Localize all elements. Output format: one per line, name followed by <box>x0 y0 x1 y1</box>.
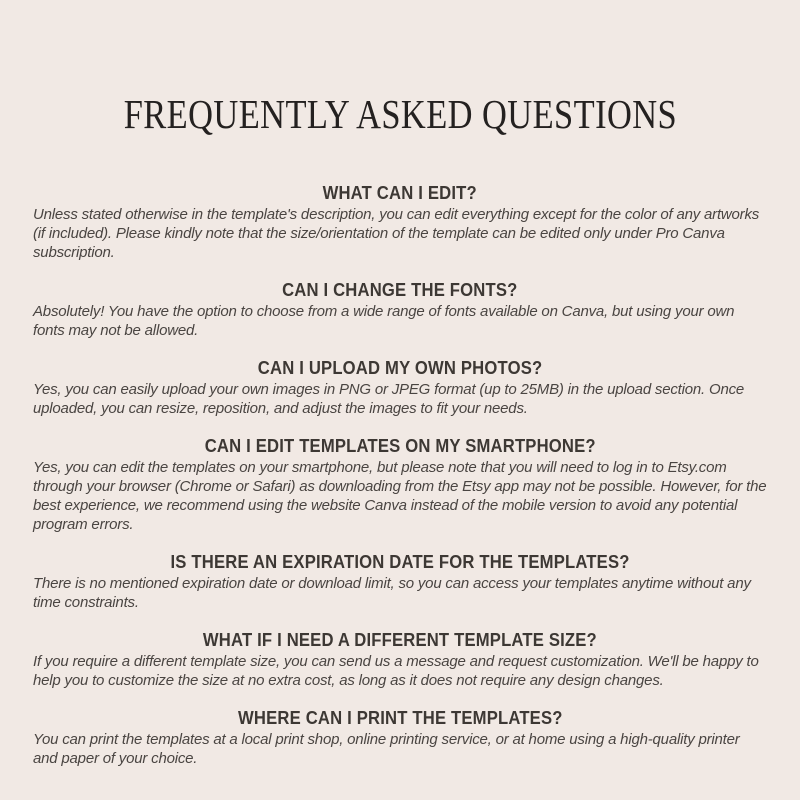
faq-question <box>33 629 767 650</box>
faq-item <box>33 279 767 340</box>
faq-answer: There is no mentioned expiration date or download limit, so you can access your templates anytime without any time constraints. <box>33 575 751 611</box>
faq-question-text: WHAT IF I NEED A DIFFERENT TEMPLATE SIZE? <box>202 629 598 650</box>
faq-answer: Yes, you can easily upload your own images in PNG or JPEG format (up to 25MB) in the upload section. Once uploaded, you can resize, reposition, and adjust the images to fit your needs. <box>33 381 745 417</box>
faq-item <box>33 551 767 612</box>
faq-question <box>33 357 767 378</box>
faq-answer: Unless stated otherwise in the template's description, you can edit everything except for the color of any artworks (if included). Please kindly note that the size/orientation of the template can be edited only under Pro Canva subscription. <box>33 206 760 261</box>
faq-item <box>33 357 767 418</box>
faq-question <box>33 279 767 300</box>
faq-question-text: WHAT CAN I EDIT? <box>322 182 478 203</box>
faq-list <box>0 182 800 768</box>
faq-question-text: CAN I EDIT TEMPLATES ON MY SMARTPHONE? <box>204 435 596 456</box>
faq-question <box>33 551 767 572</box>
faq-question <box>33 707 767 728</box>
page-title: FREQUENTLY ASKED QUESTIONS <box>123 91 677 137</box>
faq-item <box>33 629 767 690</box>
faq-answer: Yes, you can edit the templates on your smartphone, but please note that you will need to log in to Etsy.com through your browser (Chrome or Safari) as downloading from the Etsy app may not be possible. However, for the best experience, we recommend using the website Canva instead of the mobile version to avoid any potential program errors. <box>33 459 767 533</box>
faq-item <box>33 182 767 262</box>
faq-item <box>33 707 767 768</box>
page-header <box>0 90 800 138</box>
faq-question-text: CAN I CHANGE THE FONTS? <box>282 279 518 300</box>
faq-question <box>33 182 767 203</box>
faq-question-text: IS THERE AN EXPIRATION DATE FOR THE TEMPLATES? <box>170 551 630 572</box>
faq-question <box>33 435 767 456</box>
faq-answer: If you require a different template size, you can send us a message and request customization. We'll be happy to help you to customize the size at no extra cost, as long as it does not require any design changes. <box>33 653 759 689</box>
faq-question-text: WHERE CAN I PRINT THE TEMPLATES? <box>237 707 563 728</box>
faq-item <box>33 435 767 534</box>
faq-answer: Absolutely! You have the option to choose from a wide range of fonts available on Canva, but using your own fonts may not be allowed. <box>33 303 735 339</box>
faq-answer: You can print the templates at a local print shop, online printing service, or at home using a high-quality printer and paper of your choice. <box>33 731 740 767</box>
faq-question-text: CAN I UPLOAD MY OWN PHOTOS? <box>257 357 543 378</box>
